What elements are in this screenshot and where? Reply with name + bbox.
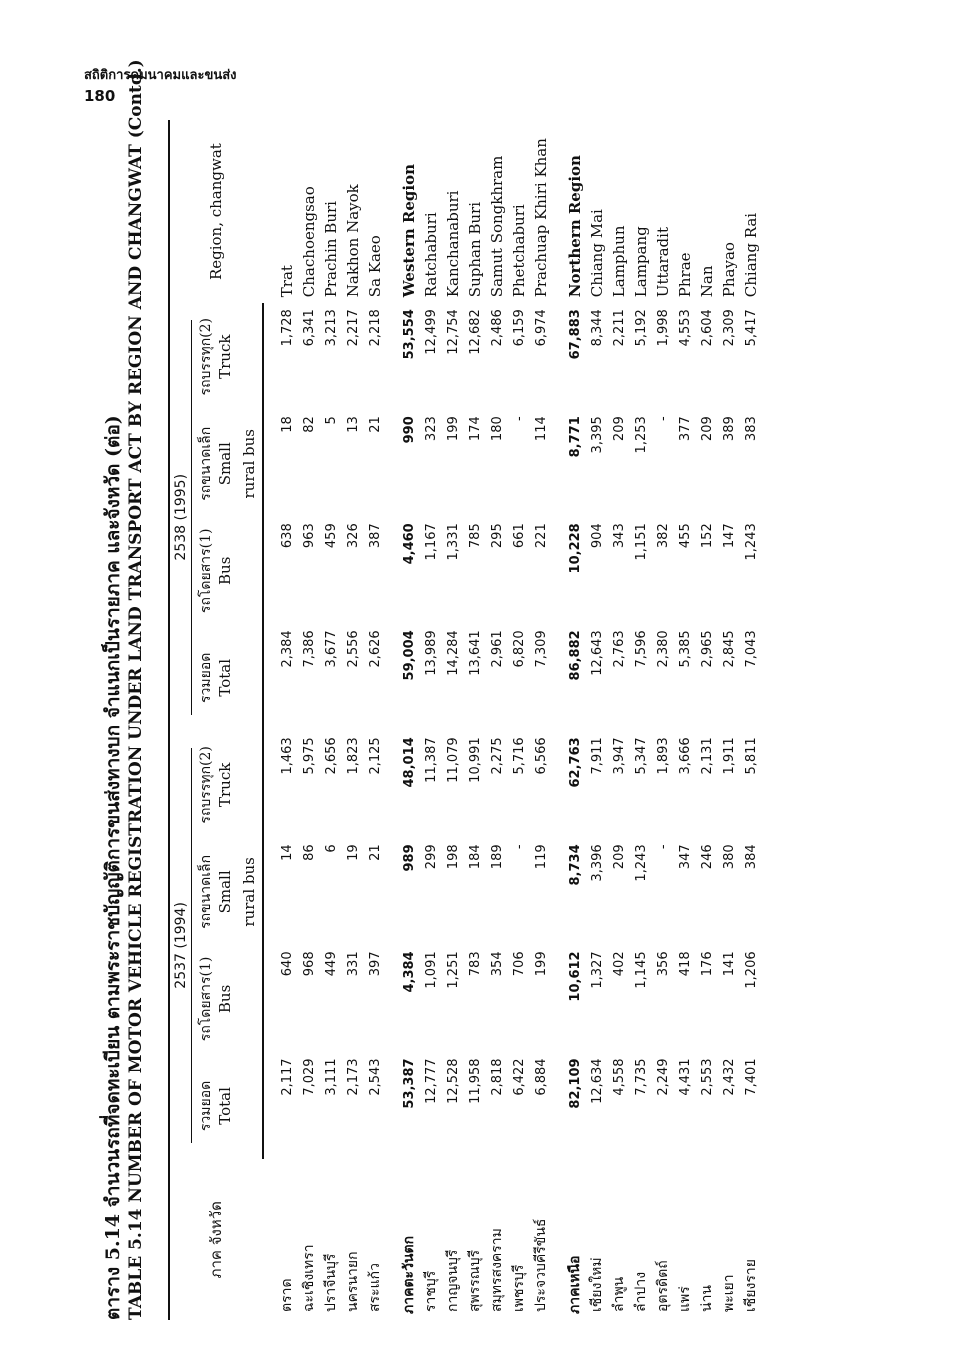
table-cell: 12,634	[589, 1058, 605, 1104]
table-cell: 8,734	[567, 844, 583, 886]
table-cell: 3,677	[323, 630, 339, 668]
table-cell: 12,777	[423, 1058, 439, 1104]
table-cell: 12,528	[445, 1058, 461, 1104]
table-cell: 184	[467, 844, 483, 870]
table-cell: 326	[345, 523, 361, 549]
table-cell: 347	[677, 844, 693, 870]
table-cell: 209	[611, 844, 627, 870]
row-name-thai: ราชบุรี	[423, 1270, 439, 1312]
table-cell: 2,125	[367, 737, 383, 775]
row-name-english: Sa Kaeo	[366, 235, 384, 298]
table-body	[263, 120, 762, 1320]
table-cell: 6,974	[533, 309, 549, 347]
row-name-thai: สุพรรณบุรี	[467, 1249, 483, 1312]
table-cell: 189	[489, 844, 505, 870]
column-header-region-thai: ภาค จังหวัด	[169, 1159, 263, 1320]
row-name-thai: นครนายก	[345, 1251, 361, 1312]
table-cell: 209	[699, 416, 715, 442]
table-row	[342, 120, 364, 1320]
table-cell: 1,145	[633, 951, 649, 989]
table-cell: 2,380	[655, 630, 671, 668]
table-cell: 2,218	[367, 309, 383, 347]
row-name-english: Kanchanaburi	[444, 190, 462, 298]
table-cell: 4,460	[401, 523, 417, 565]
table-cell: 2,117	[279, 1058, 295, 1096]
row-name-thai: น่าน	[699, 1284, 715, 1312]
table-cell: 2,626	[367, 630, 383, 668]
table-cell: 7,386	[301, 630, 317, 668]
table-cell: 18	[279, 416, 295, 433]
row-name-thai: อุตรดิตถ์	[655, 1260, 671, 1312]
table-cell: 6,341	[301, 309, 317, 347]
table-row	[652, 120, 674, 1320]
row-name-thai: ภาคเหนือ	[567, 1255, 583, 1314]
table-cell: 1,243	[633, 844, 649, 882]
table-cell: 1,251	[445, 951, 461, 989]
table-row	[364, 120, 386, 1320]
table-cell: 380	[721, 844, 737, 870]
table-cell: 706	[511, 951, 527, 977]
row-name-english: Chiang Mai	[588, 209, 606, 298]
row-name-thai: เพชรบุรี	[511, 1264, 527, 1312]
table-cell: 2,961	[489, 630, 505, 668]
table-cell: 1,167	[423, 523, 439, 561]
table-cell: 198	[445, 844, 461, 870]
row-name-english: Uttaradit	[654, 227, 672, 298]
table-cell: 21	[367, 416, 383, 433]
table-cell: -	[511, 416, 527, 421]
column-header-region-english: Region, changwat	[169, 120, 263, 303]
table-cell: 2,173	[345, 1058, 361, 1096]
table-cell: 449	[323, 951, 339, 977]
row-name-english: Samut Songkhram	[488, 155, 506, 298]
table-cell: 7,596	[633, 630, 649, 668]
table-cell: 13,989	[423, 630, 439, 676]
table-cell: 141	[721, 951, 737, 977]
row-name-thai: กาญจนบุรี	[445, 1249, 461, 1312]
table-cell: 221	[533, 523, 549, 549]
table-cell: 990	[401, 416, 417, 444]
table-cell: 661	[511, 523, 527, 549]
table-cell: 82	[301, 416, 317, 433]
vehicle-registration-table	[168, 120, 762, 1320]
header-truck-1995: รถบรรทุก(2) Truck	[198, 317, 234, 396]
table-cell: 299	[423, 844, 439, 870]
table-row	[486, 120, 508, 1320]
table-cell: 1,091	[423, 951, 439, 989]
table-cell: 10,228	[567, 523, 583, 574]
table-cell: 1,463	[279, 737, 295, 775]
row-name-english: Lampang	[632, 226, 650, 298]
header-truck-1994: รถบรรทุก(2) Truck	[198, 746, 234, 824]
table-cell: 2,211	[611, 309, 627, 347]
table-cell: 209	[611, 416, 627, 442]
table-cell: 152	[699, 523, 715, 549]
table-cell: 147	[721, 523, 737, 549]
header-total-1994: รวมยอด Total	[198, 1080, 234, 1132]
table-cell: 963	[301, 523, 317, 549]
table-cell: 418	[677, 951, 693, 977]
table-cell: 199	[533, 951, 549, 977]
table-cell: 6,884	[533, 1058, 549, 1096]
row-name-english: Chachoengsao	[300, 186, 318, 298]
row-name-english: Nakhon Nayok	[344, 184, 362, 298]
table-cell: 402	[611, 951, 627, 977]
table-cell: -	[655, 844, 671, 850]
row-name-thai: สระแก้ว	[367, 1263, 383, 1312]
table-title-thai: ตาราง 5.14 จำนวนรถที่จดทะเบียน ตามพระราชบัญญัติการขนส่งทางบก จำแนกเป็นรายภาค และจังหวัด (ต่อ)	[102, 415, 124, 1320]
table-cell: 5,716	[511, 737, 527, 775]
column-group-1994: 2537 (1994)	[169, 731, 195, 1159]
row-name-thai: เชียงราย	[743, 1259, 759, 1312]
table-cell: 86	[301, 844, 317, 861]
table-cell: 3,395	[589, 416, 605, 454]
table-cell: 7,401	[743, 1058, 759, 1096]
table-row	[586, 120, 608, 1320]
table-cell: 7,043	[743, 630, 759, 668]
table-cell: 638	[279, 523, 295, 549]
table-cell: 14	[279, 844, 295, 861]
table-cell: 1,911	[721, 737, 737, 775]
table-cell: 2,556	[345, 630, 361, 668]
region-row	[398, 120, 420, 1320]
table-cell: 331	[345, 951, 361, 977]
table-cell: 5,192	[633, 309, 649, 347]
table-cell: 21	[367, 844, 383, 861]
table-cell: 4,558	[611, 1058, 627, 1096]
table-cell: 2,486	[489, 309, 505, 347]
table-cell: 455	[677, 523, 693, 549]
table-cell: 11,958	[467, 1058, 483, 1104]
table-cell: 904	[589, 523, 605, 549]
table-cell: 383	[743, 416, 759, 442]
table-cell: 2,818	[489, 1058, 505, 1096]
table-cell: 7,309	[533, 630, 549, 668]
table-cell: 377	[677, 416, 693, 442]
header-total-1995: รวมยอด Total	[198, 652, 234, 703]
table-cell: 14,284	[445, 630, 461, 676]
row-name-english: Prachuap Khiri Khan	[532, 138, 550, 298]
table-cell: 2,309	[721, 309, 737, 347]
row-name-english: Western Region	[400, 163, 418, 298]
table-row	[464, 120, 486, 1320]
table-cell: 4,553	[677, 309, 693, 347]
row-name-thai: ประจวบคีรีขันธ์	[533, 1218, 549, 1312]
table-cell: 6	[323, 844, 339, 853]
table-cell: 48,014	[401, 737, 417, 788]
table-cell: 354	[489, 951, 505, 977]
table-cell: 1,327	[589, 951, 605, 989]
table-cell: 7,911	[589, 737, 605, 775]
column-group-1995: 2538 (1995)	[169, 303, 195, 731]
table-cell: 1,728	[279, 309, 295, 347]
row-name-thai: เชียงใหม่	[589, 1257, 605, 1312]
table-cell: 246	[699, 844, 715, 870]
table-cell: 4,431	[677, 1058, 693, 1096]
table-cell: 356	[655, 951, 671, 977]
table-cell: 13,641	[467, 630, 483, 676]
table-cell: 86,882	[567, 630, 583, 681]
table-cell: 2,275	[489, 737, 505, 775]
header-small-1995: รถขนาดเล็ก Small	[198, 426, 234, 501]
table-cell: 114	[533, 416, 549, 442]
table-cell: 4,384	[401, 951, 417, 993]
header-bus-1995: รถโดยสาร(1) Bus	[198, 528, 234, 614]
header-bus-1994: รถโดยสาร(1) Bus	[198, 956, 234, 1042]
table-cell: 3,111	[323, 1058, 339, 1096]
table-cell: 53,554	[401, 309, 417, 360]
row-name-english: Lamphun	[610, 225, 628, 298]
table-cell: 2,249	[655, 1058, 671, 1096]
table-cell: 6,566	[533, 737, 549, 775]
table-cell: 19	[345, 844, 361, 861]
row-name-english: Trat	[278, 265, 296, 298]
table-cell: 3,213	[323, 309, 339, 347]
table-cell: -	[511, 844, 527, 850]
table-cell: 12,682	[467, 309, 483, 355]
table-cell: 180	[489, 416, 505, 442]
table-cell: 7,735	[633, 1058, 649, 1096]
table-cell: 176	[699, 951, 715, 977]
table-cell: 5,385	[677, 630, 693, 668]
table-cell: 387	[367, 523, 383, 549]
row-name-thai: ฉะเชิงเทรา	[301, 1244, 317, 1312]
table-cell: 119	[533, 844, 549, 870]
table-cell: 2,217	[345, 309, 361, 347]
table-cell: 968	[301, 951, 317, 977]
table-cell: 323	[423, 416, 439, 442]
row-name-thai: แพร่	[677, 1286, 693, 1312]
table-cell: 62,763	[567, 737, 583, 788]
table-cell: 2,432	[721, 1058, 737, 1096]
page-number: 180	[84, 87, 116, 105]
table-row	[508, 120, 530, 1320]
table-cell: 5,811	[743, 737, 759, 775]
header-small-1994: รถขนาดเล็ก Small	[198, 854, 234, 929]
table-cell: 2,131	[699, 737, 715, 775]
table-cell: 11,387	[423, 737, 439, 783]
row-name-english: Nan	[698, 265, 716, 298]
table-cell: -	[655, 416, 671, 421]
table-cell: 1,243	[743, 523, 759, 561]
table-cell: 2,656	[323, 737, 339, 775]
table-cell: 459	[323, 523, 339, 549]
table-cell: 10,612	[567, 951, 583, 1002]
table-cell: 989	[401, 844, 417, 872]
table-cell: 1,206	[743, 951, 759, 989]
table-cell: 2,763	[611, 630, 627, 668]
row-name-english: Phetchaburi	[510, 204, 528, 298]
row-name-english: Northern Region	[566, 155, 584, 298]
table-row	[630, 120, 652, 1320]
row-name-english: Ratchaburi	[422, 212, 440, 298]
table-row	[740, 120, 762, 1320]
table-cell: 11,079	[445, 737, 461, 783]
table-row	[674, 120, 696, 1320]
table-row	[276, 120, 298, 1320]
header-rural-bus-1995: rural bus	[237, 410, 263, 517]
table-row	[320, 120, 342, 1320]
table-title-english: TABLE 5.14 NUMBER OF MOTOR VEHICLE REGISTRATION UNDER LAND TRANSPORT ACT BY REGION AND CHANGWAT (Contd.)	[126, 59, 146, 1320]
table-cell: 8,771	[567, 416, 583, 458]
row-name-thai: สมุทรสงคราม	[489, 1228, 505, 1312]
table-cell: 7,029	[301, 1058, 317, 1096]
table-cell: 3,396	[589, 844, 605, 882]
table-row	[530, 120, 552, 1320]
table-row	[696, 120, 718, 1320]
table-cell: 3,947	[611, 737, 627, 775]
row-name-thai: ลำปาง	[633, 1271, 649, 1312]
table-cell: 5,975	[301, 737, 317, 775]
table-cell: 82,109	[567, 1058, 583, 1109]
table-cell: 53,387	[401, 1058, 417, 1109]
table-row	[298, 120, 320, 1320]
table-cell: 2,845	[721, 630, 737, 668]
table-cell: 1,823	[345, 737, 361, 775]
table-cell: 8,344	[589, 309, 605, 347]
table-cell: 2,604	[699, 309, 715, 347]
table-cell: 2,384	[279, 630, 295, 668]
row-name-thai: พะเยา	[721, 1274, 737, 1312]
table-cell: 5,347	[633, 737, 649, 775]
table-row	[718, 120, 740, 1320]
row-name-thai: ภาคตะวันตก	[401, 1235, 417, 1314]
region-row	[564, 120, 586, 1320]
row-name-english: Phayao	[720, 242, 738, 298]
table-cell: 1,331	[445, 523, 461, 561]
table-cell: 12,643	[589, 630, 605, 676]
table-cell: 199	[445, 416, 461, 442]
table-cell: 12,754	[445, 309, 461, 355]
table-cell: 1,253	[633, 416, 649, 454]
table-cell: 6,422	[511, 1058, 527, 1096]
table-cell: 6,159	[511, 309, 527, 347]
table-cell: 2,553	[699, 1058, 715, 1096]
table-cell: 1,893	[655, 737, 671, 775]
table-cell: 59,004	[401, 630, 417, 681]
row-name-english: Suphan Buri	[466, 201, 484, 298]
table-cell: 6,820	[511, 630, 527, 668]
table-cell: 5	[323, 416, 339, 425]
table-cell: 1,151	[633, 523, 649, 561]
table-cell: 640	[279, 951, 295, 977]
table-cell: 174	[467, 416, 483, 442]
table-row	[442, 120, 464, 1320]
table-cell: 1,998	[655, 309, 671, 347]
table-cell: 785	[467, 523, 483, 549]
table-cell: 13	[345, 416, 361, 433]
table-row	[420, 120, 442, 1320]
page-header	[84, 64, 237, 105]
row-name-english: Chiang Rai	[742, 212, 760, 298]
row-name-thai: ปราจีนบุรี	[323, 1253, 339, 1312]
table-cell: 2,965	[699, 630, 715, 668]
row-name-thai: ตราด	[279, 1278, 295, 1312]
table-cell: 12,499	[423, 309, 439, 355]
table-cell: 783	[467, 951, 483, 977]
table-cell: 397	[367, 951, 383, 977]
row-name-english: Prachin Buri	[322, 201, 340, 298]
table-cell: 384	[743, 844, 759, 870]
table-cell: 10,991	[467, 737, 483, 783]
table-cell: 343	[611, 523, 627, 549]
table-cell: 5,417	[743, 309, 759, 347]
table-cell: 2,543	[367, 1058, 383, 1096]
table-cell: 389	[721, 416, 737, 442]
row-name-thai: ลำพูน	[611, 1276, 627, 1312]
header-rural-bus-1994: rural bus	[237, 838, 263, 945]
table-cell: 295	[489, 523, 505, 549]
publication-series-title: สถิติการคมนาคมและขนส่ง	[84, 68, 237, 83]
table-cell: 67,883	[567, 309, 583, 360]
table-row	[608, 120, 630, 1320]
table-cell: 382	[655, 523, 671, 549]
row-name-english: Phrae	[676, 252, 694, 298]
table-cell: 3,666	[677, 737, 693, 775]
